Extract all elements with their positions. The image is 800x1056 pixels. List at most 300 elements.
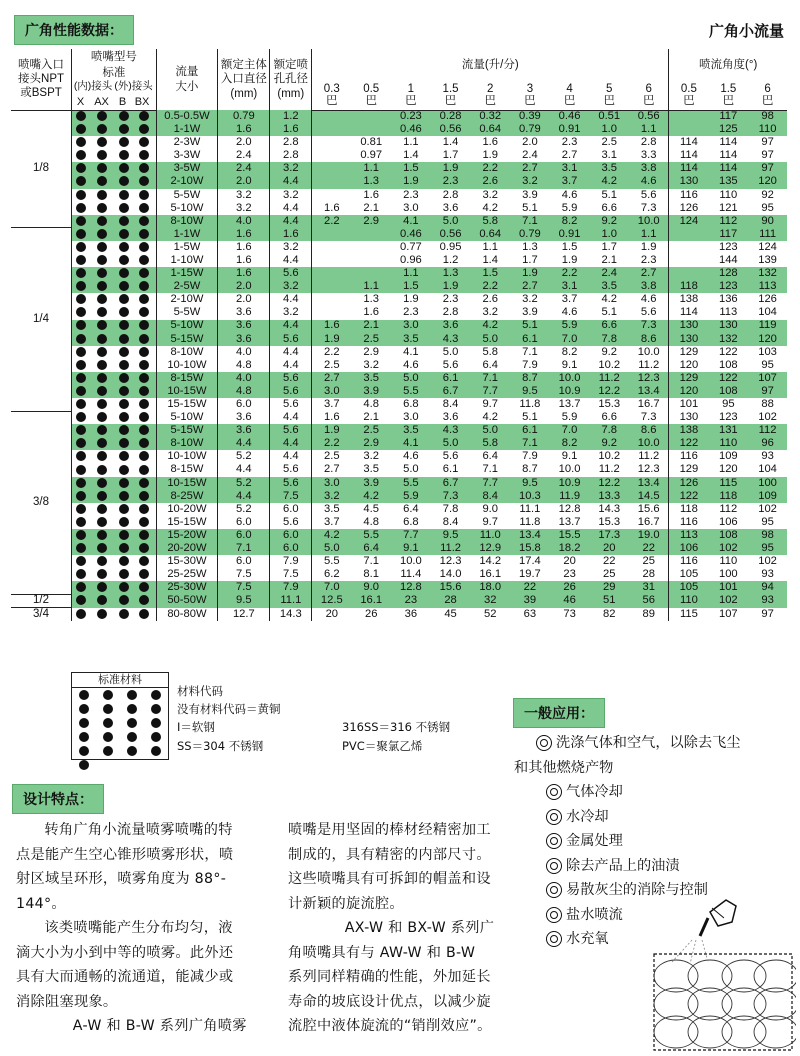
spray-angle-cell: 135 — [708, 175, 748, 188]
model-availability-cell — [133, 241, 156, 254]
flow-rate-cell: 16.1 — [479, 568, 502, 581]
spray-angle-cell: 132 — [708, 333, 748, 346]
capacity-size-cell: 15-15W — [156, 516, 218, 529]
flow-rate-cell: 5.0 — [470, 424, 510, 437]
flow-rate-cell: 2.5 — [601, 136, 618, 149]
model-availability-cell — [115, 503, 133, 516]
flow-rate-cell: 10.2 — [598, 358, 621, 371]
legend-cell — [144, 716, 168, 730]
spray-angle-cell: 132 — [748, 267, 787, 280]
flow-rate-cell: 14.3 — [598, 502, 621, 515]
pressure-head: 4巴 — [550, 81, 590, 110]
model-availability-cell — [89, 110, 115, 123]
inlet-diameter-cell: 1.6 — [218, 241, 270, 254]
flow-rate-cell: 12.3 — [629, 372, 669, 385]
flow-rate-cell: 6.2 — [324, 568, 340, 581]
model-availability-cell — [133, 162, 156, 175]
flow-rate-cell: 1.9 — [312, 333, 352, 346]
flow-rate-cell: 4.6 — [403, 358, 419, 371]
spray-angle-cell: 126 — [679, 201, 699, 214]
npt-size-cell: 3/4 — [11, 608, 72, 621]
available-dot-icon — [139, 556, 149, 566]
model-availability-cell — [89, 372, 115, 385]
model-availability-cell — [115, 123, 133, 136]
inlet-diameter-cell: 2.0 — [218, 280, 270, 293]
flow-rate-cell: 22 — [510, 581, 550, 594]
spray-angle-cell: 110 — [719, 555, 738, 568]
npt-size-cell: 1/2 — [11, 594, 72, 607]
table-row — [11, 202, 787, 215]
flow-rate-cell: 1.1 — [629, 228, 669, 241]
available-dot-icon — [139, 504, 149, 514]
available-dot-icon — [97, 451, 107, 461]
model-availability-cell — [115, 267, 133, 280]
flow-rate-cell: 3.5 — [391, 333, 431, 346]
flow-rate-cell: 13.7 — [558, 398, 581, 410]
model-availability-cell — [133, 437, 156, 450]
table-row — [11, 568, 787, 581]
legend-title: 标准材料 — [72, 673, 168, 688]
available-dot-icon — [119, 124, 129, 134]
pressure-head: 1.5巴 — [431, 81, 471, 110]
flow-rate-cell: 8.4 — [442, 515, 459, 528]
capacity-size-cell: 5-5W — [156, 306, 218, 319]
flow-rate-cell: 18.0 — [470, 581, 510, 594]
pressure-head: 5巴 — [589, 81, 629, 110]
table-row — [11, 542, 787, 555]
flow-rate-cell: 5.9 — [550, 320, 590, 333]
flow-rate-cell: 4.3 — [431, 333, 471, 346]
spray-angle-cell: 100 — [748, 477, 787, 490]
flow-rate-cell: 5.1 — [522, 201, 538, 214]
table-row — [11, 293, 787, 306]
available-dot-icon — [97, 347, 107, 357]
inlet-diameter-cell: 2.4 — [218, 149, 270, 162]
bullet-icon — [546, 809, 562, 825]
model-availability-cell — [115, 346, 133, 359]
flow-rate-cell: 1.9 — [403, 293, 419, 306]
available-dot-icon — [97, 491, 107, 501]
model-availability-cell — [72, 450, 90, 463]
model-availability-cell — [133, 424, 156, 437]
flow-rate-cell: 7.3 — [629, 320, 669, 333]
bullet-icon — [546, 882, 562, 898]
flow-rate-cell: 5.5 — [391, 477, 431, 490]
flow-rate-cell: 1.7 — [522, 253, 538, 266]
flow-rate-cell: 16.1 — [351, 594, 391, 607]
material-dot-icon — [151, 732, 161, 742]
model-availability-cell — [89, 450, 115, 463]
flow-rate-cell: 2.9 — [351, 215, 391, 228]
flow-rate-cell: 14.5 — [629, 490, 669, 503]
model-b: B — [118, 95, 127, 108]
model-availability-cell — [72, 372, 90, 385]
inlet-diameter-cell: 3.2 — [218, 189, 270, 202]
flow-rate-cell: 11.2 — [589, 372, 629, 385]
design-line: 该类喷嘴能产生分布均匀，液 — [44, 920, 233, 936]
model-availability-cell — [115, 450, 133, 463]
flow-rate-cell: 7.1 — [363, 555, 379, 568]
flow-rate-cell: 2.7 — [312, 372, 352, 385]
available-dot-icon — [139, 176, 149, 186]
capacity-size-cell: 5-15W — [156, 333, 218, 346]
flow-rate-cell: 4.2 — [312, 529, 352, 542]
spray-angle-cell: 144 — [718, 253, 738, 266]
available-dot-icon — [119, 556, 129, 566]
available-dot-icon — [76, 504, 86, 514]
table-row — [11, 280, 787, 293]
inlet-diameter-cell: 4.8 — [218, 359, 270, 372]
capacity-size-cell: 8-25W — [156, 490, 218, 503]
available-dot-icon — [97, 294, 107, 304]
model-availability-cell — [89, 555, 115, 568]
flow-rate-cell: 7.3 — [629, 202, 669, 215]
available-dot-icon — [119, 242, 129, 252]
orifice-diameter-cell: 6.0 — [270, 503, 312, 516]
flow-rate-cell: 8.2 — [550, 215, 590, 228]
available-dot-icon — [76, 451, 86, 461]
model-availability-cell — [115, 293, 133, 306]
spray-angle-cell: 109 — [748, 490, 787, 503]
model-availability-cell — [133, 555, 156, 568]
capacity-size-cell: 1-1W — [156, 123, 218, 136]
flow-rate-cell: 7.0 — [550, 333, 590, 346]
flow-rate-cell: 14.2 — [479, 555, 502, 568]
flow-rate-cell: 5.0 — [470, 333, 510, 346]
flow-rate-cell: 3.0 — [391, 320, 431, 333]
flow-rate-cell: 13.4 — [510, 529, 550, 542]
available-dot-icon — [76, 360, 86, 370]
orifice-diameter-cell: 3.2 — [270, 241, 312, 254]
model-availability-cell — [72, 398, 90, 411]
model-availability-cell — [115, 202, 133, 215]
flow-rate-cell: 3.5 — [589, 280, 629, 293]
available-dot-icon — [76, 190, 86, 200]
flow-rate-cell: 1.7 — [442, 149, 459, 162]
design-line: 这些喷嘴具有可拆卸的帽盖和设 — [288, 871, 491, 887]
spray-angle-cell: 117 — [708, 228, 748, 241]
flow-rate-cell: 6.4 — [482, 358, 498, 371]
available-dot-icon — [119, 320, 129, 330]
table-row — [11, 398, 787, 411]
col-model: 喷嘴型号 — [72, 49, 157, 65]
material-dot-icon — [79, 760, 89, 770]
spray-angle-cell: 93 — [761, 450, 774, 463]
spray-angle-cell: 130 — [669, 175, 709, 188]
flow-rate-cell: 5.9 — [391, 490, 431, 503]
flow-rate-cell: 2.2 — [470, 280, 510, 293]
available-dot-icon — [76, 137, 86, 147]
flow-rate-cell: 9.0 — [351, 581, 391, 594]
model-availability-cell — [133, 175, 156, 188]
capacity-size-cell: 2-3W — [156, 136, 218, 149]
material-dot-icon — [151, 718, 161, 728]
available-dot-icon — [139, 399, 149, 409]
model-availability-cell — [89, 503, 115, 516]
capacity-size-cell: 2-5W — [156, 280, 218, 293]
orifice-diameter-cell: 5.6 — [270, 333, 312, 346]
flow-rate-cell: 2.7 — [510, 162, 550, 175]
available-dot-icon — [97, 229, 107, 239]
flow-rate-cell: 9.5 — [510, 385, 550, 398]
flow-rate-cell: 1.4 — [403, 149, 419, 162]
legend-cell — [96, 716, 120, 730]
spray-angle-cell: 130 — [708, 320, 748, 333]
model-availability-cell — [72, 175, 90, 188]
available-dot-icon — [139, 543, 149, 553]
flow-rate-cell: 1.3 — [363, 293, 379, 306]
flow-rate-cell: 9.1 — [561, 450, 578, 463]
pressure-head: 0.3巴 — [312, 81, 352, 110]
inlet-diameter-cell: 4.0 — [218, 215, 270, 228]
flow-rate-cell: 15.8 — [510, 542, 550, 555]
col-model-sub — [72, 81, 157, 110]
inlet-diameter-cell: 2.4 — [218, 162, 270, 175]
available-dot-icon — [139, 281, 149, 291]
model-ax: AX — [94, 95, 109, 108]
available-dot-icon — [97, 190, 107, 200]
spray-angle-cell: 95 — [761, 515, 774, 528]
spray-angle-cell: 122 — [708, 372, 748, 385]
model-availability-cell — [72, 411, 90, 424]
table-row — [11, 241, 787, 254]
flow-rate-cell: 0.79 — [510, 123, 550, 136]
flow-rate-cell: 11.2 — [598, 463, 620, 476]
table-body — [11, 110, 787, 621]
model-availability-cell — [115, 542, 133, 555]
flow-rate-cell: 12.5 — [312, 594, 352, 607]
legend-row — [72, 702, 168, 716]
flow-rate-cell: 17.4 — [519, 555, 541, 568]
legend-cell — [144, 702, 168, 716]
internal-label: (内)接头 — [73, 80, 113, 92]
spray-angle-cell: 97 — [748, 385, 787, 398]
flow-rate-cell: 3.0 — [312, 477, 352, 490]
legend-cell — [144, 688, 168, 702]
flow-rate-cell: 5.9 — [561, 201, 578, 214]
flow-rate-cell: 2.3 — [403, 188, 419, 201]
flow-rate-cell: 23 — [563, 568, 576, 581]
application-item: 金属处理 — [546, 829, 740, 854]
capacity-size-cell: 3-5W — [156, 162, 218, 175]
available-dot-icon — [76, 595, 86, 605]
flow-rate-cell: 7.0 — [312, 581, 352, 594]
available-dot-icon — [97, 478, 107, 488]
flow-rate-cell: 3.9 — [522, 306, 538, 319]
section-title-applications: 一般应用： — [513, 698, 605, 728]
flow-rate-cell: 2.5 — [324, 450, 340, 463]
flow-rate-cell — [351, 254, 391, 267]
material-code-ss: SS＝304 不锈钢 — [177, 739, 264, 753]
application-item: 洗涤气体和空气，以除去飞尘 — [536, 731, 740, 756]
application-item: 气体冷却 — [546, 780, 740, 805]
model-availability-cell — [89, 280, 115, 293]
model-availability-cell — [72, 424, 90, 437]
orifice-diameter-cell: 4.4 — [270, 175, 312, 188]
spray-angle-cell: 101 — [708, 581, 748, 594]
spray-angle-cell — [669, 110, 709, 123]
external-label: (外)接头 — [114, 80, 153, 92]
available-dot-icon — [76, 517, 86, 527]
inlet-diameter-cell: 4.8 — [218, 385, 270, 398]
spray-angle-cell: 123 — [718, 240, 738, 253]
orifice-diameter-cell: 7.9 — [270, 555, 312, 568]
spray-angle-cell: 138 — [679, 293, 699, 306]
flow-rate-cell: 2.1 — [351, 320, 391, 333]
inlet-diameter-cell: 6.0 — [218, 398, 270, 411]
flow-rate-cell: 25 — [629, 555, 669, 568]
available-dot-icon — [119, 229, 129, 239]
flow-rate-cell: 5.1 — [601, 306, 618, 319]
flow-rate-cell: 12.2 — [589, 385, 629, 398]
design-line: 点是能产生空心锥形喷雾形状，喷 — [16, 846, 234, 863]
flow-rate-cell: 9.1 — [391, 542, 431, 555]
flow-rate-cell: 3.5 — [351, 372, 391, 385]
flow-rate-cell: 82 — [603, 607, 616, 620]
flow-rate-cell: 10.0 — [399, 555, 422, 568]
flow-rate-cell: 7.7 — [391, 529, 431, 542]
model-availability-cell — [115, 424, 133, 437]
flow-rate-cell: 9.1 — [561, 358, 578, 371]
available-dot-icon — [139, 124, 149, 134]
flow-rate-cell — [312, 228, 352, 241]
flow-rate-cell: 5.0 — [431, 215, 471, 228]
orifice-diameter-cell: 5.6 — [270, 385, 312, 398]
flow-rate-cell: 10.0 — [629, 437, 669, 450]
legend-cell — [96, 688, 120, 702]
model-availability-cell — [133, 385, 156, 398]
legend-cell — [96, 758, 120, 772]
model-availability-cell — [72, 516, 90, 529]
flow-rate-cell: 7.8 — [589, 424, 629, 437]
flow-rate-cell: 17.3 — [589, 529, 629, 542]
available-dot-icon — [119, 203, 129, 213]
material-dot-icon — [103, 718, 113, 728]
model-availability-cell — [89, 398, 115, 411]
spray-angle-cell: 118 — [679, 502, 698, 515]
flow-rate-cell: 7.8 — [589, 333, 629, 346]
flow-rate-cell: 12.3 — [629, 464, 669, 477]
angle-pressure-head: 6巴 — [748, 81, 787, 110]
flow-rate-cell: 73 — [563, 607, 576, 620]
model-availability-cell — [133, 542, 156, 555]
flow-rate-cell: 13.4 — [629, 385, 669, 398]
flow-rate-cell: 3.8 — [629, 162, 669, 175]
flow-rate-cell: 4.8 — [363, 515, 379, 528]
orifice-diameter-cell: 5.6 — [270, 464, 312, 477]
flow-rate-cell: 4.1 — [403, 345, 419, 358]
flow-rate-cell: 2.2 — [312, 437, 352, 450]
model-availability-cell — [89, 411, 115, 424]
flow-rate-cell: 2.0 — [522, 136, 538, 149]
flow-rate-cell: 0.91 — [550, 123, 590, 136]
model-availability-cell — [133, 306, 156, 319]
legend-row — [72, 716, 168, 730]
legend-cell — [72, 702, 96, 716]
capacity-size-cell: 10-15W — [156, 477, 218, 490]
capacity-size-cell: 3-3W — [156, 149, 218, 162]
spray-angle-cell: 136 — [718, 293, 738, 306]
available-dot-icon — [76, 530, 86, 540]
available-dot-icon — [76, 582, 86, 592]
spray-angle-cell: 100 — [718, 568, 738, 581]
model-availability-cell — [115, 372, 133, 385]
flow-rate-cell: 3.9 — [351, 477, 391, 490]
flow-rate-cell: 5.0 — [391, 372, 431, 385]
model-availability-cell — [72, 162, 90, 175]
flow-rate-cell: 3.9 — [522, 188, 538, 201]
legend-cell — [72, 688, 96, 702]
flow-rate-cell: 2.3 — [403, 306, 419, 319]
inlet-diameter-cell: 12.7 — [218, 608, 270, 621]
flow-rate-cell: 6.8 — [403, 515, 419, 528]
available-dot-icon — [97, 268, 107, 278]
model-availability-cell — [72, 464, 90, 477]
flow-rate-cell: 2.6 — [470, 175, 510, 188]
available-dot-icon — [139, 137, 149, 147]
flow-rate-cell: 1.4 — [442, 136, 459, 149]
flow-rate-cell — [312, 175, 352, 188]
flow-rate-cell: 11.1 — [519, 502, 541, 515]
model-availability-cell — [133, 568, 156, 581]
table-row — [11, 189, 787, 202]
model-availability-cell — [89, 228, 115, 241]
available-dot-icon — [119, 294, 129, 304]
application-item-wrap: 和其他燃烧产物 — [514, 759, 614, 776]
spray-angle-cell: 92 — [761, 188, 774, 201]
available-dot-icon — [139, 307, 149, 317]
flow-rate-cell: 8.7 — [522, 463, 538, 476]
flow-rate-cell: 11.2 — [629, 450, 669, 463]
flow-rate-cell: 4.6 — [403, 450, 419, 463]
legend-cell — [96, 744, 120, 758]
table-row — [11, 254, 787, 267]
spray-angle-cell: 102 — [758, 555, 777, 568]
spray-angle-cell: 114 — [719, 149, 738, 162]
available-dot-icon — [119, 451, 129, 461]
available-dot-icon — [97, 399, 107, 409]
available-dot-icon — [139, 412, 149, 422]
spray-angle-cell: 94 — [748, 581, 787, 594]
model-x: X — [76, 95, 85, 108]
available-dot-icon — [139, 150, 149, 160]
available-dot-icon — [76, 543, 86, 553]
orifice-diameter-cell: 3.2 — [270, 162, 312, 175]
flow-rate-cell: 7.3 — [629, 411, 669, 424]
flow-rate-cell: 2.1 — [601, 253, 618, 266]
inlet-diameter-cell: 6.0 — [218, 516, 270, 529]
model-availability-cell — [72, 293, 90, 306]
available-dot-icon — [97, 111, 107, 121]
model-availability-cell — [89, 202, 115, 215]
spray-angle-cell: 120 — [748, 333, 787, 346]
design-line: 计新颖的旋流腔。 — [288, 895, 404, 912]
available-dot-icon — [139, 216, 149, 226]
capacity-size-cell: 25-30W — [156, 581, 218, 594]
inlet-diameter-cell: 0.79 — [218, 110, 270, 123]
col-standard: 标准 — [72, 65, 157, 81]
flow-rate-cell: 0.95 — [439, 240, 462, 253]
pressure-head: 6巴 — [629, 81, 669, 110]
available-dot-icon — [97, 609, 107, 619]
flow-rate-cell: 20 — [325, 607, 339, 620]
spray-angle-cell: 113 — [748, 280, 787, 293]
model-availability-cell — [133, 477, 156, 490]
spray-angle-cell: 139 — [758, 253, 777, 266]
flow-rate-cell: 63 — [523, 607, 537, 620]
orifice-diameter-cell: 3.2 — [270, 280, 312, 293]
available-dot-icon — [119, 491, 129, 501]
